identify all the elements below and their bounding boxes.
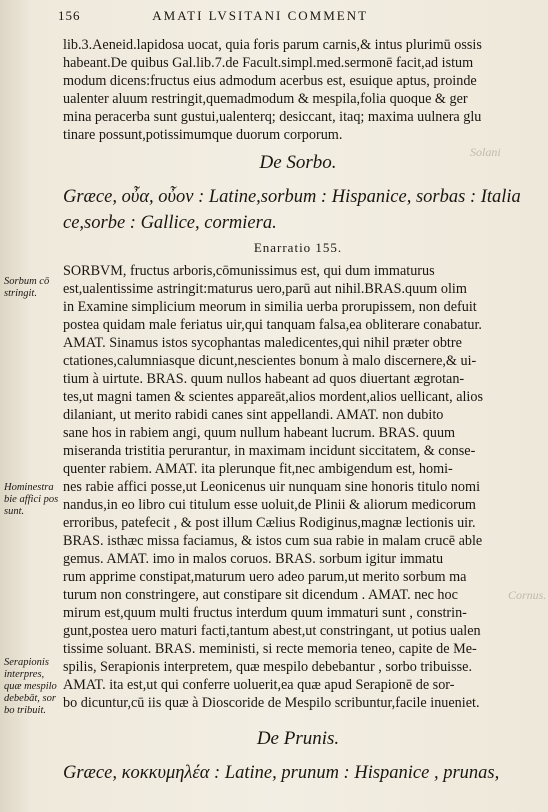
text-line: sane hos in rabiem angi, quum nullum habeant lucrum. BRAS. quum (63, 425, 456, 441)
text-line: spilis, Serapionis interpretem, quæ mespilo debebantur , sorbo tribuisse. (63, 659, 473, 675)
text-line: ualenter aluum restringit,quemadmodum & mespila,folia quoque & ger (63, 91, 468, 107)
text-line: lib.3.Aeneid.lapidosa uocat, quia foris parum carnis,& intus plurimū ossis (63, 37, 482, 53)
margin-note-line: Hominestra (4, 482, 54, 493)
margin-note-line: sunt. (4, 506, 25, 517)
text-line: est,ualentissime astringit:maturus uero,parū aut nihil.BRAS.quum olim (63, 281, 467, 297)
margin-note-line: interpres, (4, 669, 45, 680)
text-line: in Examine simplicium meorum in similia uerba prorupissem, non defuit (63, 299, 477, 315)
text-line: miseranda tristitia perurantur, in maximam incidunt siccitatem, & conse- (63, 443, 476, 459)
text-line: tium à uirtute. BRAS. quum nullos habeant ad quos diuertant ægrotan- (63, 371, 465, 387)
margin-note-line: bie affici pos (4, 494, 59, 505)
margin-note (4, 657, 62, 717)
text-line: quenter rabiem. AMAT. ita plerunque fit,nec ambigendum est, homi- (63, 461, 453, 477)
text-line: tes,ut magni tamen & scientes appareāt,alios mordent,alios uellicant, alios (63, 389, 483, 405)
text-line: bo dicuntur,cū iis quæ à Dioscoride de Mespilo scribuntur,facile inueniet. (63, 695, 480, 711)
text-line: rum apprime constipat,maturum uero adeo parum,ut merito sorbum ma (63, 569, 467, 585)
margin-note-line: debebāt, sor (4, 693, 56, 704)
names-line: Græce, οὖα, οὖον : Latine,sorbum : Hispanice, sorbas : Italia (63, 187, 521, 207)
bleed-through-mark: Solani (470, 145, 501, 159)
margin-note (4, 276, 62, 300)
text-line: dilaniant, ut merito rabidi canes sint appellandi. AMAT. non dubito (63, 407, 444, 423)
text-line: nandus,in eo libro cui titulum esse uoluit,de Plinii & aliorum medicorum (63, 497, 476, 513)
text-line: gunt,postea uero maturi facti,tantum abest,ut constringant, ut potius ualen (63, 623, 481, 639)
page-header (58, 8, 538, 24)
text-line: tissime soluant. BRAS. meministi, si recte memoria teneo, capite de Me- (63, 641, 477, 657)
margin-note (4, 482, 62, 518)
section-heading-prunis: De Prunis. (256, 728, 340, 749)
text-line: gemus. AMAT. imo in malos coruos. BRAS. sorbum igitur immatu (63, 551, 444, 567)
text-line: tinare possunt,potissimumque duorum corporum. (63, 127, 343, 143)
text-line: postea quidam male feriatus uir,qui tanquam falsa,ea obliterare conabatur. (63, 317, 482, 333)
margin-note-line: Sorbum cō (4, 276, 50, 287)
text-line: SORBVM, fructus arboris,cōmunissimus est, qui dum immaturus (63, 263, 435, 279)
page-number: 156 (58, 8, 81, 23)
section-heading-sorbo: De Sorbo. (259, 152, 337, 173)
text-line: mirum est,quum multi fructus interdum quum immaturi sunt , constrin- (63, 605, 467, 621)
margin-note-line: quæ mespilo (4, 681, 57, 692)
names-line: ce,sorbe : Gallice, cormiera. (63, 213, 277, 233)
text-line: AMAT. ita est,ut qui conferre uoluerit,ea quæ apud Serapionē de sor- (63, 677, 455, 693)
text-line: modum dicens:fructus eius admodum acerbus est, esuique aptus, proinde (63, 73, 477, 89)
text-line: BRAS. isthæc missa faciamus, & istos cum sua rabie in malam crucē able (63, 533, 483, 549)
margin-note-line: Serapionis (4, 657, 49, 668)
bleed-through-mark: Cornus. (508, 588, 547, 602)
margin-note-line: bo tribuit. (4, 705, 47, 716)
enarratio-label: Enarratio 155. (253, 240, 343, 255)
text-line: nes rabie affici posse,ut Leonicenus uir nunquam sine honoris titulo nomi (63, 479, 481, 495)
text-line: ctationes,calumniasque dicunt,nescientes bonum à malo discernere,& ui- (63, 353, 477, 369)
text-line: erroribus, patefecit , & post illum Cælius Rodiginus,magnæ lectionis uir. (63, 515, 476, 531)
running-title: AMATI LVSITANI COMMENT (152, 8, 369, 23)
text-line: AMAT. Sinamus istos sycophantas maledicentes,qui nihil præter obtre (63, 335, 462, 351)
margin-note-line: stringit. (4, 288, 37, 299)
names-line: Græce, κοκκυμηλέα : Latine, prunum : Hispanice , prunas, (63, 763, 500, 783)
text-line: turum non constringere, aut constipare sit dicendum . AMAT. nec hoc (63, 587, 458, 603)
text-line: mina peracerba sunt gustui,ualenterq; desiccant, itaq; maxima uulnera glu (63, 109, 482, 125)
text-line: habeant.De quibus Gal.lib.7.de Facult.simpl.med.sermonē facit,ad istum (63, 55, 474, 71)
